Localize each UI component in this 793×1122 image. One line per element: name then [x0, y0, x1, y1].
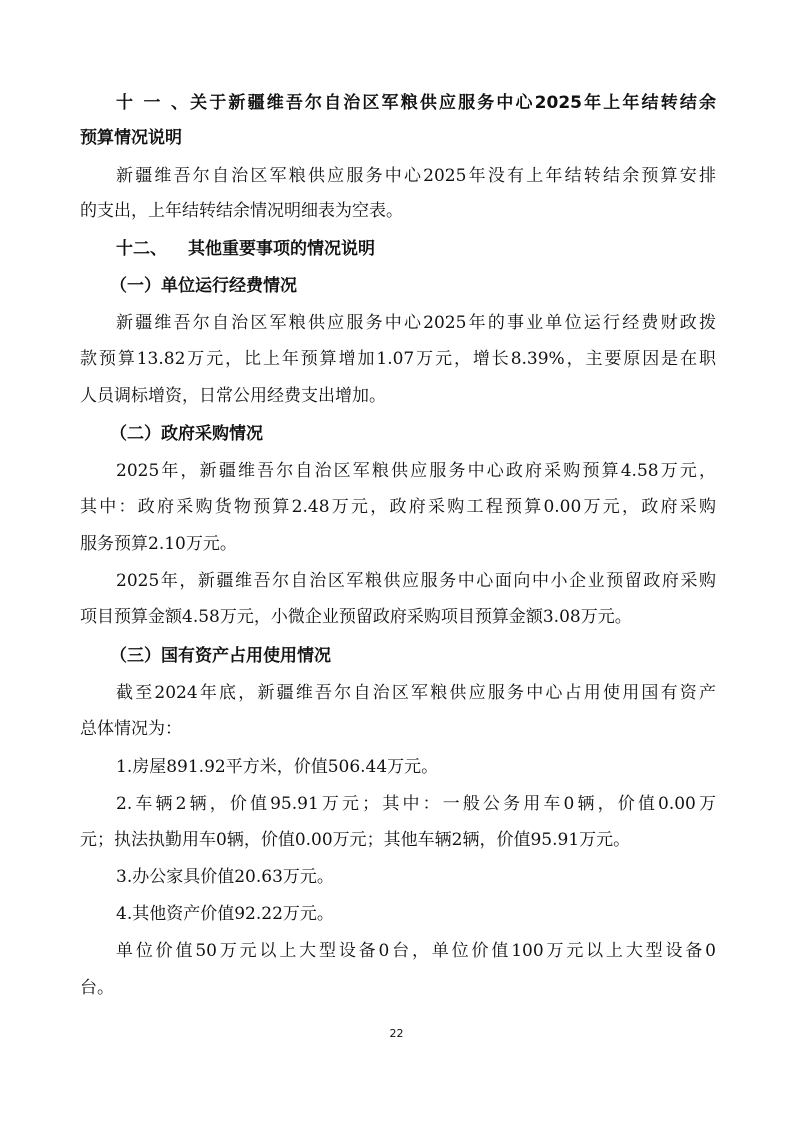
section-12-title: 其他重要事项的情况说明: [188, 239, 375, 259]
section-11-heading: [116, 90, 716, 116]
sub-3-item4: 4.其他资产价值92.22万元。: [116, 904, 334, 924]
sub-3-p1-line2: 总体情况为：: [80, 719, 182, 739]
sub-2-p1-line2: 其中：政府采购货物预算2.48万元，政府采购工程预算0.00万元，政府采购: [80, 497, 716, 517]
sub-1-line3: 人员调标增资，日常公用经费支出增加。: [80, 386, 386, 406]
sub-1-line1: 新疆维吾尔自治区军粮供应服务中心2025年的事业单位运行经费财政拨: [116, 313, 716, 333]
section-11-para-line1: 新疆维吾尔自治区军粮供应服务中心2025年没有上年结转结余预算安排: [116, 166, 716, 186]
sub-3-p2-line2: 台。: [80, 978, 114, 998]
sub-2-p1-line3: 服务预算2.10万元。: [80, 534, 237, 554]
sub-2-title: （二）政府采购情况: [110, 424, 263, 444]
sub-3-p2-line1: 单位价值50万元以上大型设备0台，单位价值100万元以上大型设备0: [116, 941, 716, 961]
section-11-number: 十一、: [116, 93, 188, 113]
sub-2-p2-line1: 2025年，新疆维吾尔自治区军粮供应服务中心面向中小企业预留政府采购: [116, 571, 716, 591]
sub-2-p2-line2: 项目预算金额4.58万元，小微企业预留政府采购项目预算金额3.08万元。: [80, 607, 632, 627]
sub-3-p1-line1: 截至2024年底，新疆维吾尔自治区军粮供应服务中心占用使用国有资产: [116, 683, 716, 703]
sub-3-item3: 3.办公家具价值20.63万元。: [116, 867, 334, 887]
page-number: 22: [389, 1027, 404, 1040]
section-11-para-line2: 的支出，上年结转结余情况明细表为空表。: [80, 201, 403, 221]
sub-3-item1: 1.房屋891.92平方米，价值506.44万元。: [116, 757, 439, 777]
sub-1-title: （一）单位运行经费情况: [110, 276, 297, 296]
section-12-number: 十二、: [116, 239, 167, 259]
sub-1-line2: 款预算13.82万元，比上年预算增加1.07万元，增长8.39%，主要原因是在职: [80, 349, 716, 369]
section-12-heading: [116, 236, 752, 262]
section-11-title-line1: 关于新疆维吾尔自治区军粮供应服务中心2025年上年结转结余: [188, 93, 716, 113]
sub-3-item2-line1: 2.车辆2辆，价值95.91万元；其中：一般公务用车0辆，价值0.00万: [116, 794, 716, 814]
sub-3-title: （三）国有资产占用使用情况: [110, 646, 331, 666]
section-11-title-line2: 预算情况说明: [80, 128, 182, 148]
sub-3-item2-line2: 元；执法执勤用车0辆，价值0.00万元；其他车辆2辆，价值95.91万元。: [80, 830, 631, 850]
sub-2-p1-line1: 2025年，新疆维吾尔自治区军粮供应服务中心政府采购预算4.58万元，: [116, 461, 716, 481]
